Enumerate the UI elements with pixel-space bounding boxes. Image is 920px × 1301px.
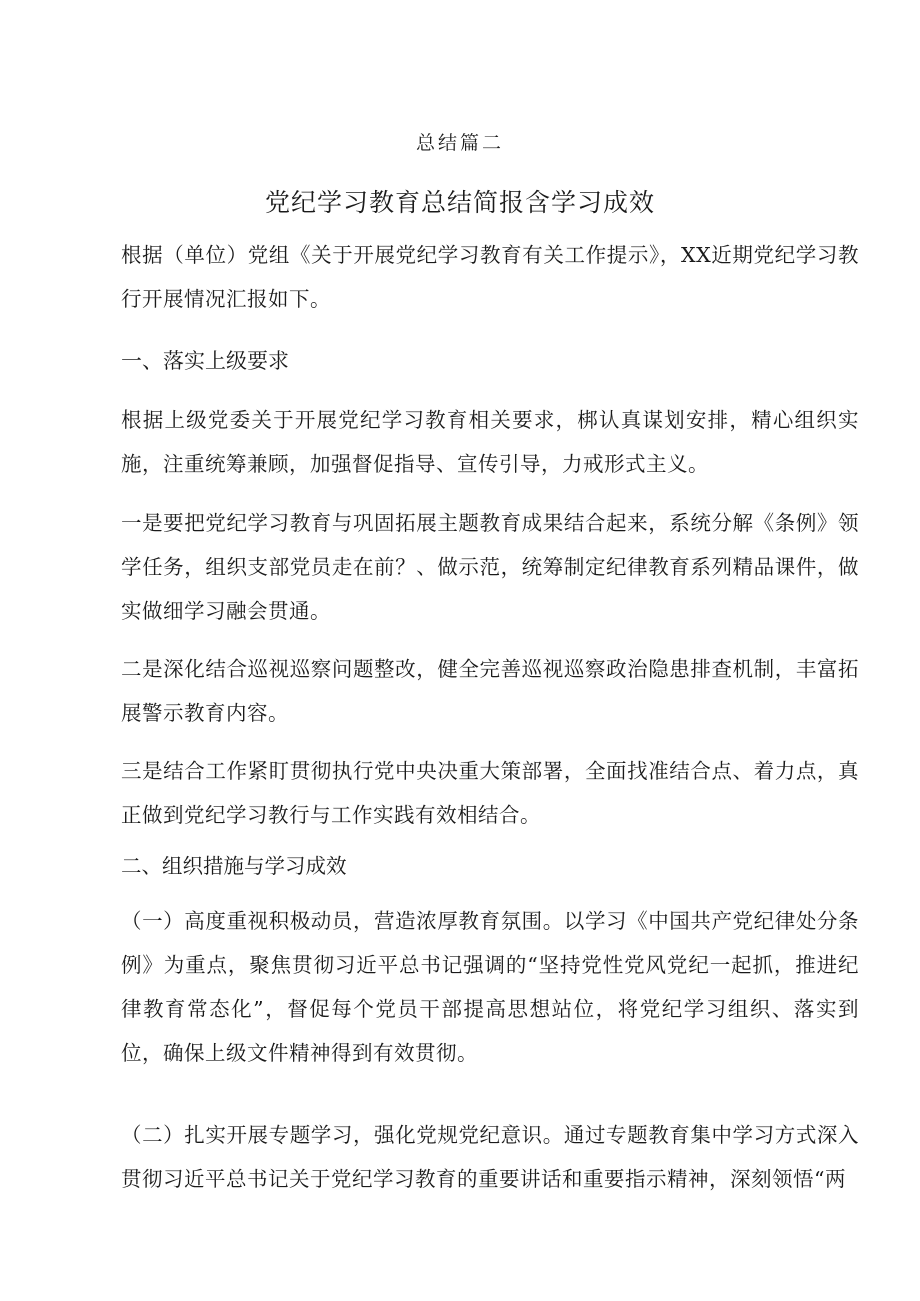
- paragraph-measure-one: （一）高度重视积极动员，营造浓厚教育氛围。以学习《中国共产党纪律处分条例》为重点，聚焦贯彻习近平总书记强调的“坚持党性党风党纪一起抓，推进纪律教育常态化”，督促每个党员干部提高思想站位，将党纪学习组织、落实到位，确保上级文件精神得到有效贯彻。: [121, 909, 859, 1065]
- intro-paragraph: 根据（单位）党组《关于开展党纪学习教育有关工作提示》，XX近期党纪学习教行开展情况汇报如下。: [121, 243, 859, 311]
- document-title: 党纪学习教育总结简报含学习成效: [264, 188, 655, 217]
- paragraph-measure-two: （二）扎实开展专题学习，强化党规党纪意识。通过专题教育集中学习方式深入贯彻习近平总书记关于党纪学习教育的重要讲话和重要指示精神，深刻领悟“两: [121, 1123, 859, 1191]
- section-heading-2: 二、组织措施与学习成效: [121, 854, 347, 878]
- document-subtitle: 总结篇二: [415, 132, 504, 154]
- paragraph-requirements: 根据上级党委关于开展党纪学习教育相关要求，梆认真谋划安排，精心组织实施，注重统筹兼顾，加强督促指导、宣传引导，力戒形式主义。: [121, 408, 859, 476]
- paragraph-point-two: 二是深化结合巡视巡察问题整改，健全完善巡视巡察政治隐患排查机制，丰富拓展警示教育内容。: [121, 657, 859, 725]
- paragraph-point-three: 三是结合工作紧盯贯彻执行党中央决重大策部署，全面找准结合点、着力点，真正做到党纪学习教行与工作实践有效相结合。: [121, 759, 859, 827]
- section-heading-1: 一、落实上级要求: [121, 349, 289, 373]
- paragraph-point-one: 一是要把党纪学习教育与巩固拓展主题教育成果结合起来，系统分解《条例》领学任务，组织支部党员走在前？、做示范，统筹制定纪律教育系列精品课件，做实做细学习融会贯通。: [121, 511, 859, 623]
